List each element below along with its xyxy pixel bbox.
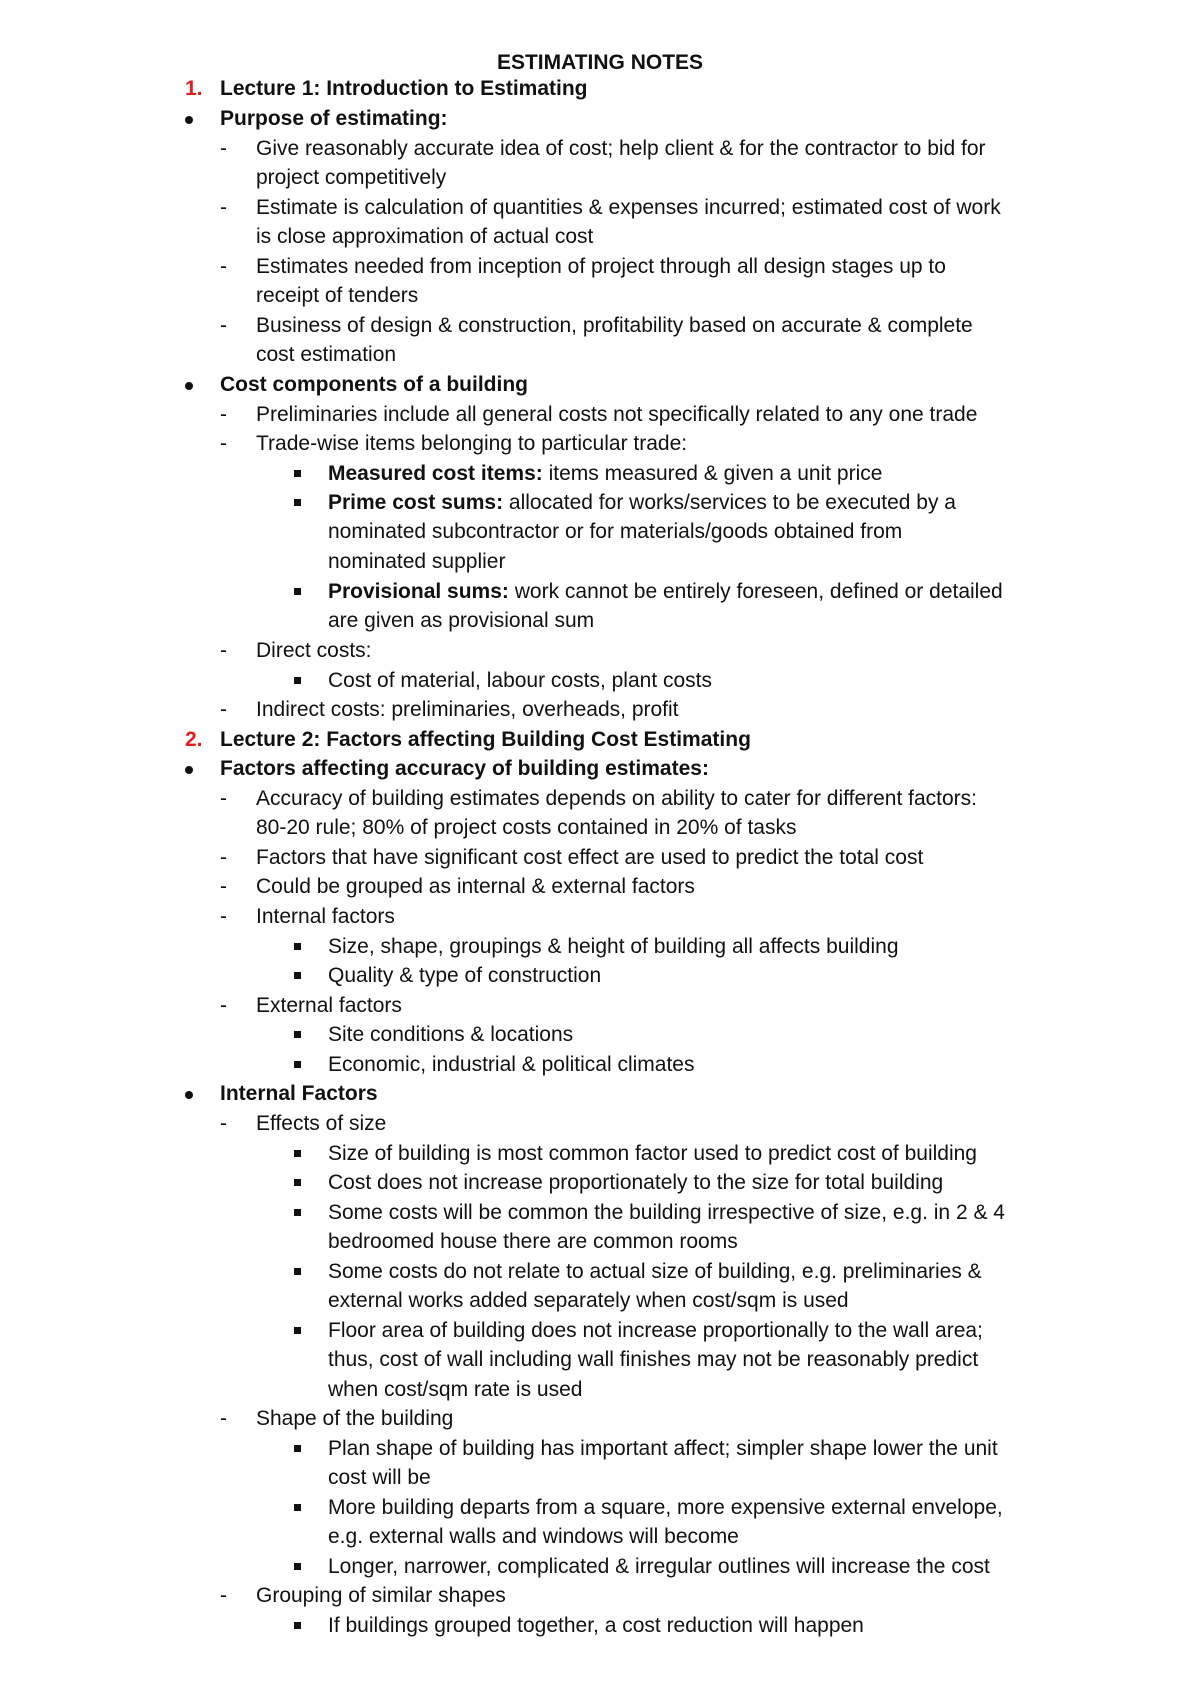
- sub-item-cont: e.g. external walls and windows will become: [328, 1525, 739, 1548]
- dash-icon: -: [220, 639, 227, 662]
- list-item: Internal factors: [256, 905, 395, 928]
- list-item: Give reasonably accurate idea of cost; help client & for the contractor to bid for: [256, 137, 986, 160]
- dash-icon: -: [220, 875, 227, 898]
- sub-item-text: work cannot be entirely foreseen, defined or detailed: [508, 580, 1003, 603]
- square-bullet-icon: [294, 1622, 301, 1629]
- list-item: Effects of size: [256, 1112, 387, 1135]
- dash-icon: -: [220, 1584, 227, 1607]
- dash-icon: -: [220, 403, 227, 426]
- sub-item-text: items measured & given a unit price: [542, 462, 883, 485]
- sub-item: [328, 577, 1003, 606]
- sub-item: Site conditions & locations: [328, 1023, 574, 1046]
- list-item: Shape of the building: [256, 1407, 454, 1430]
- dash-icon: -: [220, 255, 227, 278]
- list-item: Indirect costs: preliminaries, overheads, profit: [256, 698, 679, 721]
- bullet-dot-icon: [185, 1091, 193, 1099]
- square-bullet-icon: [294, 1179, 301, 1186]
- square-bullet-icon: [294, 1268, 301, 1275]
- square-bullet-icon: [294, 1563, 301, 1570]
- dash-icon: -: [220, 698, 227, 721]
- sub-item-term: Prime cost sums:: [328, 491, 504, 514]
- square-bullet-icon: [294, 1031, 301, 1038]
- sub-item: Size, shape, groupings & height of building all affects building: [328, 935, 899, 958]
- list-item-cont: cost estimation: [256, 343, 397, 366]
- bullet-dot-icon: [185, 766, 193, 774]
- list-item: Factors that have significant cost effect are used to predict the total cost: [256, 846, 924, 869]
- square-bullet-icon: [294, 1504, 301, 1511]
- sub-item: Quality & type of construction: [328, 964, 602, 987]
- list-item: Could be grouped as internal & external factors: [256, 875, 695, 898]
- section-heading: Lecture 1: Introduction to Estimating: [220, 77, 588, 100]
- dash-icon: -: [220, 846, 227, 869]
- list-item: Estimates needed from inception of project through all design stages up to: [256, 255, 946, 278]
- sub-item: [328, 459, 882, 488]
- square-bullet-icon: [294, 1445, 301, 1452]
- bullet-dot-icon: [185, 382, 193, 390]
- section-number: 2.: [185, 728, 203, 751]
- sub-item: If buildings grouped together, a cost reduction will happen: [328, 1614, 864, 1637]
- section-number: 1.: [185, 77, 203, 100]
- square-bullet-icon: [294, 677, 301, 684]
- sub-item: Floor area of building does not increase proportionally to the wall area;: [328, 1319, 983, 1342]
- sub-item-text: allocated for works/services to be executed by a: [503, 491, 956, 514]
- square-bullet-icon: [294, 1061, 301, 1068]
- list-item: External factors: [256, 994, 402, 1017]
- sub-item-cont: nominated subcontractor or for materials/goods obtained from: [328, 520, 903, 543]
- topic-heading: Factors affecting accuracy of building estimates:: [220, 757, 709, 780]
- topic-heading: Internal Factors: [220, 1082, 378, 1105]
- dash-icon: -: [220, 314, 227, 337]
- list-item: Business of design & construction, profitability based on accurate & complete: [256, 314, 973, 337]
- square-bullet-icon: [294, 1209, 301, 1216]
- sub-item: Longer, narrower, complicated & irregular outlines will increase the cost: [328, 1555, 990, 1578]
- square-bullet-icon: [294, 1327, 301, 1334]
- dash-icon: -: [220, 905, 227, 928]
- sub-item-cont: nominated supplier: [328, 550, 506, 573]
- list-item: Grouping of similar shapes: [256, 1584, 506, 1607]
- section-heading: Lecture 2: Factors affecting Building Cost Estimating: [220, 728, 751, 751]
- sub-item-cont: external works added separately when cost/sqm is used: [328, 1289, 849, 1312]
- sub-item-cont: bedroomed house there are common rooms: [328, 1230, 738, 1253]
- page-title: ESTIMATING NOTES: [496, 51, 704, 74]
- dash-icon: -: [220, 432, 227, 455]
- list-item-cont: 80-20 rule; 80% of project costs contained in 20% of tasks: [256, 816, 797, 839]
- dash-icon: -: [220, 196, 227, 219]
- square-bullet-icon: [294, 470, 301, 477]
- list-item: Preliminaries include all general costs not specifically related to any one trade: [256, 403, 978, 426]
- dash-icon: -: [220, 137, 227, 160]
- sub-item-cont: cost will be: [328, 1466, 431, 1489]
- sub-item: Economic, industrial & political climates: [328, 1053, 695, 1076]
- bullet-dot-icon: [185, 116, 193, 124]
- dash-icon: -: [220, 787, 227, 810]
- topic-heading: Purpose of estimating:: [220, 107, 448, 130]
- sub-item-cont: are given as provisional sum: [328, 609, 595, 632]
- list-item-cont: is close approximation of actual cost: [256, 225, 594, 248]
- list-item: Estimate is calculation of quantities & expenses incurred; estimated cost of work: [256, 196, 1001, 219]
- square-bullet-icon: [294, 972, 301, 979]
- dash-icon: -: [220, 1407, 227, 1430]
- list-item-cont: project competitively: [256, 166, 447, 189]
- sub-item-cont: thus, cost of wall including wall finishes may not be reasonably predict: [328, 1348, 979, 1371]
- sub-item: [328, 488, 956, 517]
- square-bullet-icon: [294, 588, 301, 595]
- list-item: Trade-wise items belonging to particular trade:: [256, 432, 688, 455]
- sub-item-term: Measured cost items:: [328, 462, 543, 485]
- sub-item: Some costs will be common the building irrespective of size, e.g. in 2 & 4: [328, 1201, 1005, 1224]
- list-item-cont: receipt of tenders: [256, 284, 419, 307]
- dash-icon: -: [220, 1112, 227, 1135]
- square-bullet-icon: [294, 943, 301, 950]
- sub-item: Some costs do not relate to actual size of building, e.g. preliminaries &: [328, 1260, 982, 1283]
- list-item: Direct costs:: [256, 639, 372, 662]
- square-bullet-icon: [294, 1150, 301, 1157]
- sub-item-cont: when cost/sqm rate is used: [328, 1378, 583, 1401]
- sub-item-term: Provisional sums:: [328, 580, 509, 603]
- sub-item: More building departs from a square, more expensive external envelope,: [328, 1496, 1003, 1519]
- dash-icon: -: [220, 994, 227, 1017]
- sub-item: Cost of material, labour costs, plant costs: [328, 669, 712, 692]
- sub-item: Size of building is most common factor used to predict cost of building: [328, 1142, 977, 1165]
- list-item: Accuracy of building estimates depends on ability to cater for different factors:: [256, 787, 977, 810]
- sub-item: Cost does not increase proportionately to the size for total building: [328, 1171, 944, 1194]
- topic-heading: Cost components of a building: [220, 373, 528, 396]
- sub-item: Plan shape of building has important affect; simpler shape lower the unit: [328, 1437, 998, 1460]
- square-bullet-icon: [294, 499, 301, 506]
